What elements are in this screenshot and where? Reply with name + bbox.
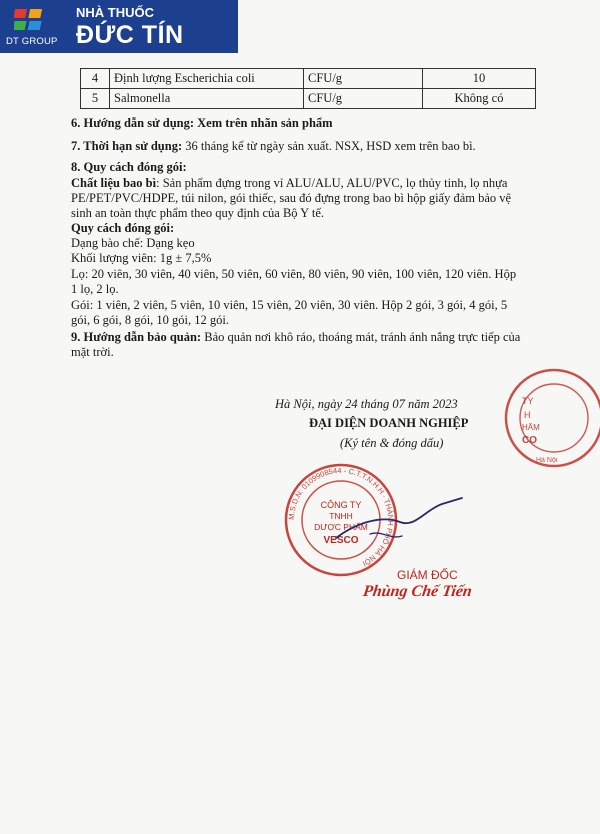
dt-group-logo-icon bbox=[14, 5, 54, 35]
storage-text-line-2: mặt trời. bbox=[71, 345, 114, 359]
dosage-form: Dạng bào chế: Dạng kẹo bbox=[71, 236, 195, 250]
logo-group-text: DT GROUP bbox=[6, 36, 58, 47]
sachet-spec-line-2: gói, 6 gói, 8 gói, 10 gói, 12 gói. bbox=[71, 313, 229, 327]
director-title: GIÁM ĐỐC bbox=[397, 568, 458, 582]
sachet-spec-line-1: Gói: 1 viên, 2 viên, 5 viên, 10 viên, 15 viên, 20 viên, 30 viên. Hộp 2 gói, 3 gói, 4 gói, 5 bbox=[71, 298, 508, 312]
logo-top-text: NHÀ THUỐC bbox=[76, 5, 154, 20]
unit-cell: CFU/g bbox=[304, 89, 423, 109]
logo-main-text: ĐỨC TÍN bbox=[76, 21, 184, 49]
representative-title: ĐẠI DIỆN DOANH NGHIỆP bbox=[309, 416, 469, 430]
storage-text: Bảo quản nơi khô ráo, thoáng mát, tránh ánh nắng trực tiếp của bbox=[201, 330, 521, 344]
pack-spec-heading: Quy cách đóng gói: bbox=[71, 221, 175, 235]
director-name: Phùng Chế Tiến bbox=[361, 583, 474, 600]
partial-stamp-text-3: HẨM bbox=[522, 423, 540, 432]
jar-spec-line-2: 1 lọ, 2 lọ. bbox=[71, 282, 119, 296]
jar-spec-line-1: Lọ: 20 viên, 30 viên, 40 viên, 50 viên, 60 viên, 80 viên, 90 viên, 100 viên, 120 viên. Hộp bbox=[71, 267, 517, 281]
section-8-heading: 8. Quy cách đóng gói: bbox=[71, 160, 187, 174]
section-7-heading: 7. Thời hạn sử dụng: bbox=[71, 139, 183, 153]
section-6-heading: 6. Hướng dẫn sử dụng: Xem trên nhãn sản phẩm bbox=[71, 116, 333, 130]
stamp-line-1: CÔNG TY bbox=[320, 500, 362, 510]
partial-stamp-text-4: CO bbox=[522, 435, 537, 446]
row-number: 5 bbox=[81, 89, 110, 109]
handwritten-signature bbox=[330, 490, 470, 560]
value-cell: Không có bbox=[423, 89, 536, 109]
table-row bbox=[81, 69, 536, 89]
partial-stamp-text-1: TY bbox=[522, 396, 534, 406]
material-text: : Sản phẩm đựng trong vỉ ALU/ALU, ALU/PVC, lọ thủy tinh, lọ nhựa bbox=[156, 176, 508, 190]
section-9-heading: 9. Hướng dẫn bảo quản: bbox=[71, 330, 202, 344]
section-7-shelf-life bbox=[71, 139, 476, 154]
tablet-weight: Khối lượng viên: 1g ± 7,5% bbox=[71, 251, 212, 265]
partial-stamp-text-2: H bbox=[524, 410, 531, 420]
table-row bbox=[81, 89, 536, 109]
stamp-line-2: TNHH bbox=[329, 511, 353, 521]
stamp-line-3: DƯỢC PHẨM bbox=[314, 522, 368, 532]
criterion-name: Định lượng Escherichia coli bbox=[110, 69, 304, 89]
section-9-storage bbox=[71, 330, 520, 345]
place-date: Hà Nội, ngày 24 tháng 07 năm 2023 bbox=[275, 397, 458, 411]
stamp-ring-text: M.S.D.N: 0109908544 - C.T.T.N.H.H · THÀNH PHỐ HÀ NỘI bbox=[286, 465, 396, 569]
packaging-material-line bbox=[71, 176, 508, 191]
test-results-table bbox=[80, 68, 536, 109]
unit-cell: CFU/g bbox=[304, 69, 423, 89]
material-label: Chất liệu bao bì bbox=[71, 176, 157, 190]
packaging-material-line-3: sinh an toàn thực phẩm theo quy định của Bộ Y tế. bbox=[71, 206, 325, 220]
value-cell: 10 bbox=[423, 69, 536, 89]
sign-note: (Ký tên & đóng dấu) bbox=[340, 436, 444, 450]
partial-company-stamp bbox=[496, 362, 600, 474]
packaging-material-line-2: PE/PET/PVC/HDPE, túi nilon, gói thiếc, sau đó đựng trong bao bì hộp giấy đảm bảo vệ bbox=[71, 191, 512, 205]
criterion-name: Salmonella bbox=[110, 89, 304, 109]
partial-stamp-ring-text: Hà Nội bbox=[536, 457, 558, 464]
row-number: 4 bbox=[81, 69, 110, 89]
pharmacy-logo-banner[interactable] bbox=[0, 0, 238, 53]
section-7-text: 36 tháng kể từ ngày sản xuất. NSX, HSD xem trên bao bì. bbox=[182, 139, 476, 153]
section-6-usage bbox=[71, 116, 333, 131]
stamp-line-4: VESCO bbox=[323, 535, 359, 546]
